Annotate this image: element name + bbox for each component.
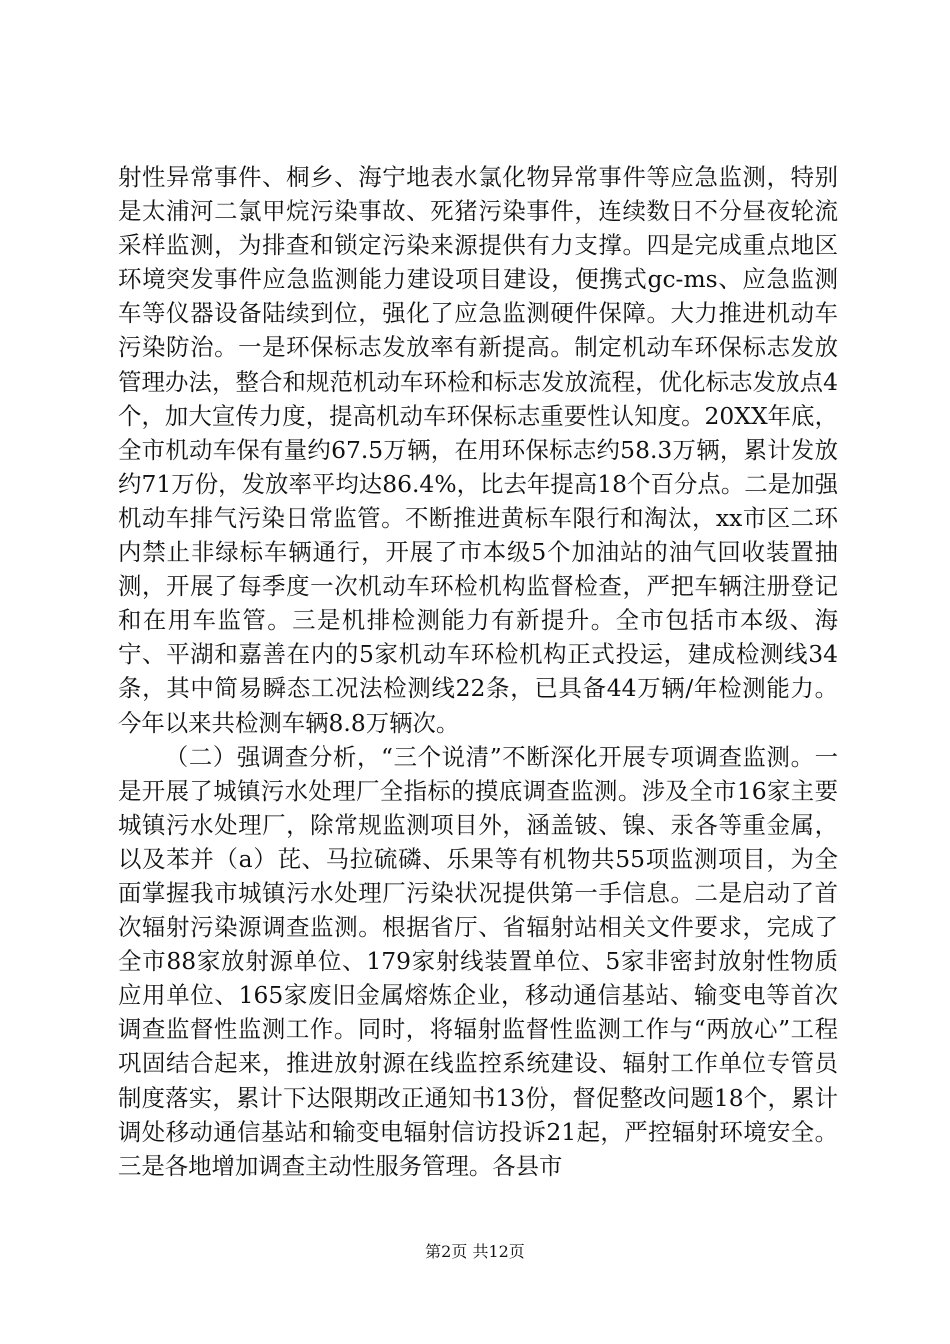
page-footer: 第2页 共12页 (425, 1242, 525, 1261)
document-body (118, 160, 838, 1183)
paragraph-2: （二）强调查分析，“三个说清”不断深化开展专项调查监测。一是开展了城镇污水处理厂全指标的摸底调查监测。涉及全市16家主要城镇污水处理厂，除常规监测项目外，涵盖铍、镍、汞各等重金属，以及苯并（a）芘、马拉硫磷、乐果等有机物共55项监测项目，为全面掌握我市城镇污水处理厂污染状况提供第一手信息。二是启动了首次辐射污染源调查监测。根据省厅、省辐射站相关文件要求，完成了全市88家放射源单位、179家射线装置单位、5家非密封放射性物质应用单位、165家废旧金属熔炼企业，移动通信基站、输变电等首次调查监督性监测工作。同时，将辐射监督性监测工作与“两放心”工程巩固结合起来，推进放射源在线监控系统建设、辐射工作单位专管员制度落实，累计下达限期改正通知书13份，督促整改问题18个，累计调处移动通信基站和输变电辐射信访投诉21起，严控辐射环境安全。三是各地增加调查主动性服务管理。各县市 (118, 742, 838, 1180)
paragraph-1: 射性异常事件、桐乡、海宁地表水氯化物异常事件等应急监测，特别是太浦河二氯甲烷污染事故、死猪污染事件，连续数日不分昼夜轮流采样监测，为排查和锁定污染来源提供有力支撑。四是完成重点地区环境突发事件应急监测能力建设项目建设，便携式gc-ms、应急监测车等仪器设备陆续到位，强化了应急监测硬件保障。大力推进机动车污染防治。一是环保标志发放率有新提高。制定机动车环保标志发放管理办法，整合和规范机动车环检和标志发放流程，优化标志发放点4个，加大宣传力度，提高机动车环保标志重要性认知度。20XX年底，全市机动车保有量约67.5万辆，在用环保标志约58.3万辆，累计发放约71万份，发放率平均达86.4%，比去年提高18个百分点。二是加强机动车排气污染日常监管。不断推进黄标车限行和淘汰，xx市区二环内禁止非绿标车辆通行，开展了市本级5个加油站的油气回收装置抽测，开展了每季度一次机动车环检机构监督检查，严把车辆注册登记和在用车监管。三是机排检测能力有新提升。全市包括市本级、海宁、平湖和嘉善在内的5家机动车环检机构正式投运，建成检测线34条，其中简易瞬态工况法检测线22条，已具备44万辆/年检测能力。今年以来共检测车辆8.8万辆次。 (118, 163, 838, 737)
